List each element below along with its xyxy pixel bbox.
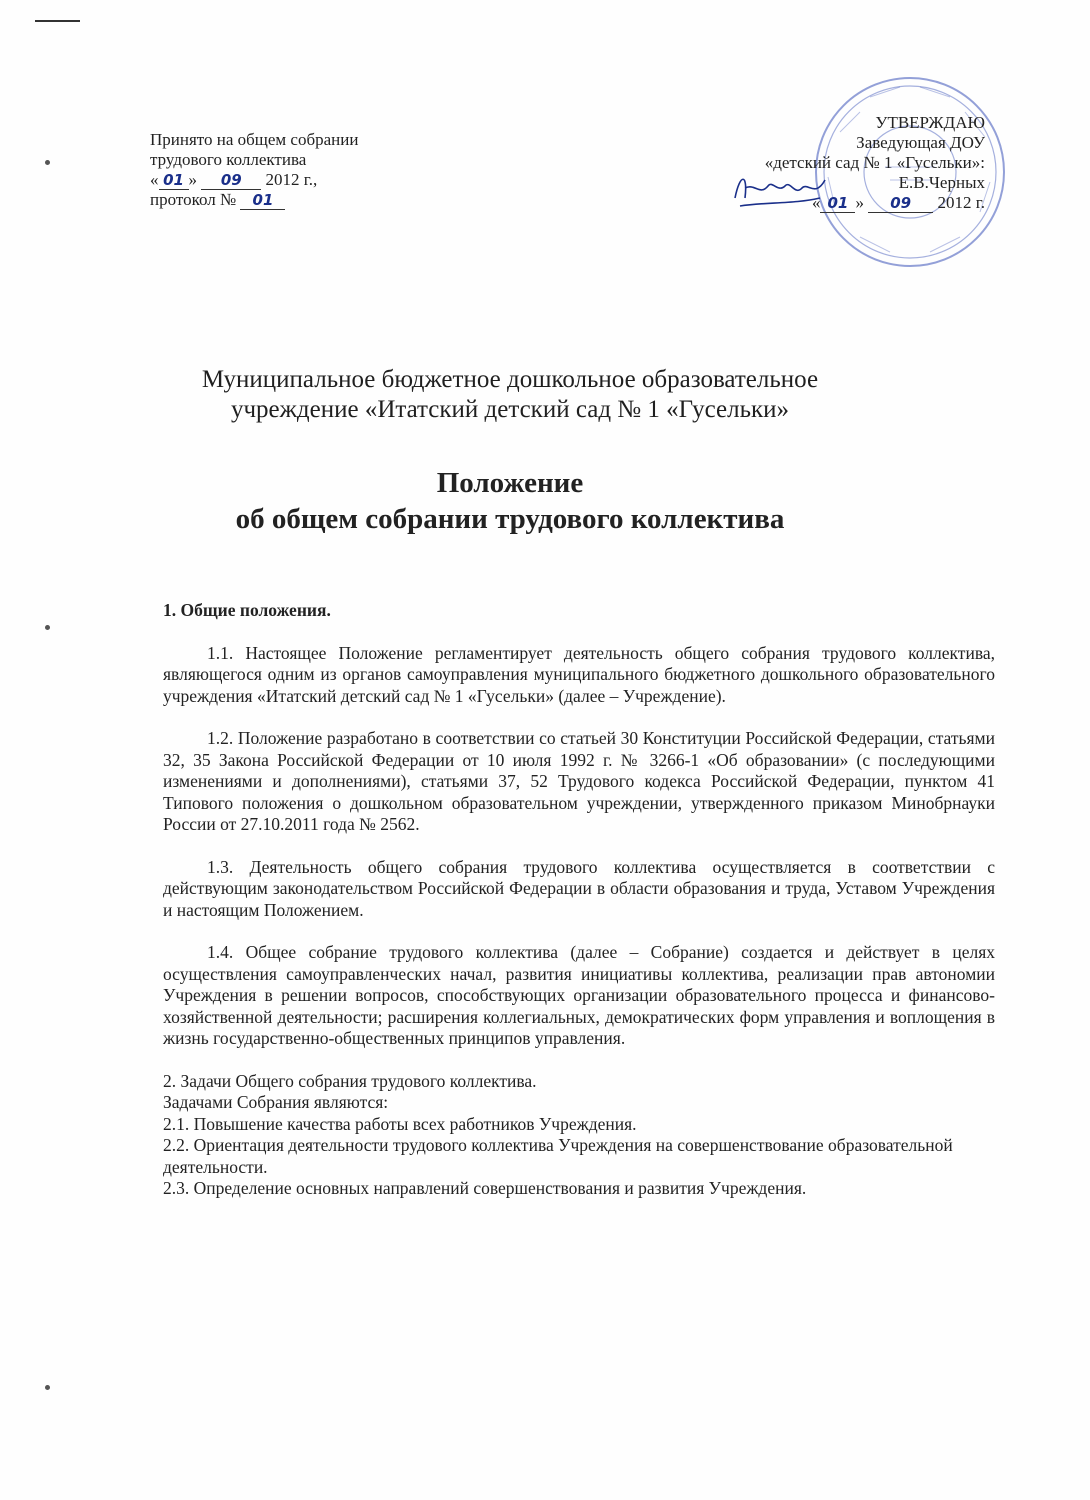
title-line-1: Положение (436, 467, 584, 499)
binder-hole (45, 625, 50, 630)
paragraph-1-4: 1.4. Общее собрание трудового коллектива (далее – Собрание) создается и действует в целях осуществления самоуправленческих начал, развития инициативы коллектива, реализации прав автономии Учреждения в решении вопросов, способствующих организации образовательного процесса и финансово-хозяйственной деятельности; расширения коллегиальных, демократических форм управления и воплощения в жизнь государственно-общественных принципов управления. (163, 942, 995, 1048)
adoption-year: 2012 г., (265, 170, 318, 189)
adoption-line-2: трудового коллектива (150, 150, 307, 169)
organization-name (150, 365, 870, 425)
section-2-heading: 2. Задачи Общего собрания трудового коллектива. (163, 1070, 537, 1091)
scan-mark-top (35, 20, 80, 22)
organization-line-1: Муниципальное бюджетное дошкольное образовательное (201, 366, 819, 393)
binder-hole (45, 160, 50, 165)
handwritten-month: 09 (201, 171, 261, 190)
adoption-block (150, 130, 358, 210)
handwritten-day: 01 (820, 194, 855, 213)
approval-line-1: УТВЕРЖДАЮ (875, 113, 985, 132)
paragraph-1-1: 1.1. Настоящее Положение регламентирует деятельность общего собрания трудового коллектива, являющегося одним из органов самоуправления муниципального бюджетного дошкольного образовательного учреждения «Итатский детский сад № 1 «Гусельки» (далее – Учреждение). (163, 642, 995, 706)
quote-open: « (811, 193, 821, 212)
title-line-2: об общем собрании трудового коллектива (235, 503, 785, 535)
approval-year: 2012 г. (937, 193, 985, 212)
binder-hole (45, 1385, 50, 1390)
handwritten-protocol-number: 01 (240, 191, 285, 210)
document-title (160, 465, 860, 537)
signer-name: Е.В.Черных (898, 173, 985, 192)
list-item-2-3: 2.3. Определение основных направлений совершенствования и развития Учреждения. (163, 1178, 807, 1198)
quote-close: » (855, 193, 864, 212)
list-item-2-2: 2.2. Ориентация деятельности трудового коллектива Учреждения на совершенствование образовательной деятельности. (163, 1135, 953, 1177)
adoption-line-1: Принято на общем собрании (150, 130, 359, 149)
section-2-intro: Задачами Собрания являются: (163, 1092, 389, 1112)
paragraph-1-2: 1.2. Положение разработано в соответствии со статьей 30 Конституции Российской Федерации, статьями 32, 35 Закона Российской Федерации от 10 июля 1992 г. № 3266-1 «Об образовании» (с последующими изменениями и дополнениями), статьями 37, 52 Трудового кодекса Российской Федерации, пунктом 41 Типового положения о дошкольном образовательном учреждении, утвержденного приказом Минобрнауки России от 27.10.2011 года № 2562. (163, 728, 995, 834)
adoption-date (150, 170, 358, 190)
approval-line-2: Заведующая ДОУ (856, 133, 985, 152)
section-1-heading: 1. Общие положения. (163, 600, 331, 620)
handwritten-month: 09 (868, 194, 933, 213)
organization-line-2: учреждение «Итатский детский сад № 1 «Гусельки» (230, 396, 790, 423)
document-body (163, 600, 995, 1200)
list-item-2-1: 2.1. Повышение качества работы всех работников Учреждения. (163, 1113, 637, 1134)
quote-close: » (188, 170, 197, 189)
handwritten-day: 01 (159, 171, 189, 190)
approval-line-3: «детский сад № 1 «Гусельки»: (764, 153, 985, 172)
quote-open: « (150, 170, 159, 189)
protocol-line (150, 190, 358, 210)
paragraph-1-3: 1.3. Деятельность общего собрания трудового коллектива осуществляется в соответствии с действующим законодательством Российской Федерации в области образования и труда, Уставом Учреждения и настоящим Положением. (163, 856, 995, 920)
handwritten-signature (730, 168, 830, 213)
protocol-label: протокол № (150, 190, 237, 209)
